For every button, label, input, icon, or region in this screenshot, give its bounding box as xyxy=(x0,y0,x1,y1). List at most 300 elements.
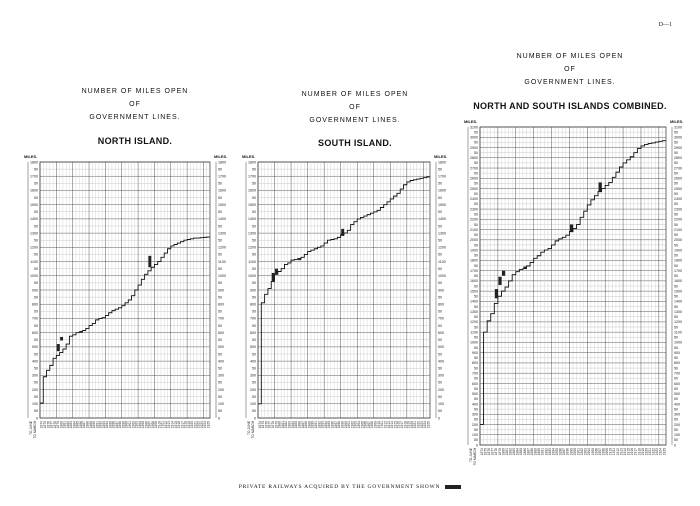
x-tick-label: 1895 xyxy=(555,448,560,456)
y-tick-label-right: 600 xyxy=(674,381,680,386)
x-tick-label: 1898 xyxy=(337,421,342,429)
y-tick-label-left: 800 xyxy=(32,302,38,307)
x-tick-label: 1919 xyxy=(406,421,411,429)
y-tick-label-left: 50 xyxy=(252,366,256,371)
data-point xyxy=(528,266,529,267)
y-tick-label-left: 400 xyxy=(472,402,478,407)
data-point xyxy=(296,259,297,260)
y-tick-label-right: 1000 xyxy=(218,274,226,279)
y-tick-label-right: 50 xyxy=(674,325,678,330)
y-tick-label-left: 1300 xyxy=(248,231,256,236)
y-tick-label-right: 50 xyxy=(438,323,442,328)
y-tick-label-right: 1800 xyxy=(438,160,446,165)
data-point xyxy=(362,217,363,218)
data-point xyxy=(54,358,55,359)
x-tick-label: 1913 xyxy=(167,421,172,429)
data-point xyxy=(192,238,193,239)
data-point xyxy=(378,210,379,211)
data-point xyxy=(650,143,651,144)
x-tick-label: 1880 xyxy=(277,421,282,429)
data-point xyxy=(510,281,511,282)
y-tick-label-right: 0 xyxy=(218,416,220,421)
data-point xyxy=(546,250,547,251)
y-tick-label-left: 50 xyxy=(474,212,478,217)
y-tick-label-left: 3100 xyxy=(470,125,478,130)
y-axis-label-left: MILES. xyxy=(24,154,38,159)
data-point xyxy=(107,315,108,316)
x-tick-label: 1879 xyxy=(497,448,502,456)
x-tick-label: 1924 xyxy=(658,448,663,456)
x-tick-label: 1874 xyxy=(479,448,484,456)
y-tick-label-left: 50 xyxy=(34,181,38,186)
y-tick-label-right: 500 xyxy=(438,345,444,350)
y-tick-label-right: 1600 xyxy=(218,188,226,193)
y-tick-label-right: 50 xyxy=(438,338,442,343)
data-point xyxy=(664,140,665,141)
y-axis-label-left: MILES. xyxy=(464,119,478,124)
x-tick-label: 1913 xyxy=(386,421,391,429)
y-tick-label-right: 50 xyxy=(674,191,678,196)
y-tick-label-right: 50 xyxy=(438,252,442,257)
y-tick-label-left: 1300 xyxy=(470,309,478,314)
y-tick-label-left: 50 xyxy=(252,295,256,300)
x-tick-label: 1907 xyxy=(366,421,371,429)
y-tick-label-left: 50 xyxy=(252,210,256,215)
y-tick-label-left: 50 xyxy=(474,130,478,135)
y-axis-label-right: MILES. xyxy=(434,154,448,159)
y-tick-label-left: 50 xyxy=(34,281,38,286)
y-tick-label-right: 50 xyxy=(438,181,442,186)
data-point xyxy=(259,403,260,404)
y-tick-label-right: 1300 xyxy=(218,231,226,236)
data-point xyxy=(269,288,270,289)
chart-subtitle-south: SOUTH ISLAND. xyxy=(318,138,392,148)
acquired-railway-bar xyxy=(60,337,63,341)
x-tick-label: 1894 xyxy=(551,448,556,456)
y-tick-label-right: 50 xyxy=(674,253,678,258)
y-tick-label-left: 1600 xyxy=(30,188,38,193)
y-tick-label-left: 1800 xyxy=(470,258,478,263)
x-tick-label: 1921 xyxy=(413,421,418,429)
data-point xyxy=(352,224,353,225)
data-point xyxy=(332,239,333,240)
data-point xyxy=(585,211,586,212)
y-tick-label-left: 1800 xyxy=(248,160,256,165)
data-point xyxy=(113,310,114,311)
y-tick-label-right: 3100 xyxy=(674,125,682,130)
data-point xyxy=(208,237,209,238)
y-tick-label-left: 50 xyxy=(474,315,478,320)
y-tick-label-right: 50 xyxy=(674,284,678,289)
data-point xyxy=(292,260,293,261)
y-tick-label-right: 3000 xyxy=(674,135,682,140)
data-point xyxy=(635,152,636,153)
x-tick-label: 1881 xyxy=(62,421,67,429)
y-tick-label-left: 50 xyxy=(34,380,38,385)
data-point xyxy=(425,177,426,178)
y-tick-label-right: 50 xyxy=(218,409,222,414)
y-tick-label-right: 2700 xyxy=(674,166,682,171)
x-tick-label: 1923 xyxy=(419,421,424,429)
y-tick-label-left: 100 xyxy=(472,433,478,438)
data-point xyxy=(506,287,507,288)
y-tick-label-right: 50 xyxy=(438,394,442,399)
data-point xyxy=(345,233,346,234)
y-tick-label-left: 50 xyxy=(34,338,38,343)
x-tick-label: 1919 xyxy=(640,448,645,456)
x-tick-label: 1885 xyxy=(294,421,299,429)
x-tick-label: 1882 xyxy=(65,421,70,429)
x-tick-label: 1916 xyxy=(630,448,635,456)
y-tick-label-left: 800 xyxy=(250,302,256,307)
y-tick-label-left: 200 xyxy=(32,387,38,392)
y-tick-label-left: 1900 xyxy=(470,248,478,253)
data-point xyxy=(149,270,150,271)
acquired-railway-bar xyxy=(275,269,278,275)
y-tick-label-left: 200 xyxy=(250,387,256,392)
y-tick-label-left: 50 xyxy=(34,252,38,257)
acquired-railway-bar xyxy=(80,331,83,333)
y-tick-label-right: 50 xyxy=(438,352,442,357)
y-tick-label-left: 50 xyxy=(474,386,478,391)
x-tick-label: 1875 xyxy=(483,448,488,456)
data-point xyxy=(94,323,95,324)
y-tick-label-right: 50 xyxy=(674,356,678,361)
x-tick-label: 1911 xyxy=(160,421,165,429)
x-tick-label: 1908 xyxy=(370,421,375,429)
y-tick-label-left: 0 xyxy=(36,416,38,421)
y-tick-label-left: 50 xyxy=(474,171,478,176)
data-point xyxy=(139,285,140,286)
y-tick-label-right: 50 xyxy=(218,210,222,215)
y-tick-label-right: 600 xyxy=(438,330,444,335)
y-tick-label-right: 1600 xyxy=(674,279,682,284)
y-tick-label-left: 50 xyxy=(34,167,38,172)
x-tick-label: 1902 xyxy=(350,421,355,429)
x-tick-label: 1912 xyxy=(383,421,388,429)
data-point xyxy=(282,268,283,269)
x-tick-label: 1920 xyxy=(409,421,414,429)
data-point xyxy=(578,224,579,225)
x-tick-label: 1911 xyxy=(380,421,385,429)
data-point xyxy=(188,239,189,240)
x-tick-label: 1884 xyxy=(515,448,520,456)
y-tick-label-right: 50 xyxy=(674,263,678,268)
y-tick-label-left: 1600 xyxy=(470,279,478,284)
x-tick-label: 1903 xyxy=(583,448,588,456)
y-tick-label-left: 1700 xyxy=(30,174,38,179)
data-point xyxy=(185,240,186,241)
y-tick-label-right: 1900 xyxy=(674,248,682,253)
y-tick-label-left: 400 xyxy=(32,359,38,364)
x-tick-label: 1911 xyxy=(612,448,617,456)
y-tick-label-left: 50 xyxy=(252,323,256,328)
y-tick-label-left: 2500 xyxy=(470,186,478,191)
y-tick-label-right: 50 xyxy=(438,281,442,286)
x-tick-label: 1906 xyxy=(363,421,368,429)
data-point xyxy=(405,184,406,185)
acquired-railway-bar xyxy=(57,344,60,351)
data-point xyxy=(560,238,561,239)
x-tick-label: 1923 xyxy=(655,448,660,456)
y-tick-label-right: 50 xyxy=(674,181,678,186)
data-point xyxy=(110,312,111,313)
y-tick-label-left: 300 xyxy=(32,373,38,378)
x-tick-label: 1904 xyxy=(356,421,361,429)
data-point xyxy=(195,238,196,239)
y-tick-label-left: 900 xyxy=(472,350,478,355)
data-point xyxy=(392,199,393,200)
y-tick-label-left: 1800 xyxy=(30,160,38,165)
x-tick-label: 1915 xyxy=(393,421,398,429)
x-tick-label: 1913 xyxy=(619,448,624,456)
y-tick-label-right: 50 xyxy=(218,380,222,385)
y-tick-label-left: 1000 xyxy=(248,274,256,279)
y-tick-label-right: 800 xyxy=(438,302,444,307)
x-tick-label: 1881 xyxy=(504,448,509,456)
y-tick-label-left: 1400 xyxy=(248,217,256,222)
data-point xyxy=(496,303,497,304)
x-tick-label: 1891 xyxy=(313,421,318,429)
y-tick-label-left: 50 xyxy=(34,210,38,215)
x-tick-label: 1885 xyxy=(75,421,80,429)
y-tick-label-right: 50 xyxy=(218,266,222,271)
y-tick-label-right: 50 xyxy=(674,202,678,207)
y-tick-label-right: 1300 xyxy=(438,231,446,236)
y-tick-label-right: 50 xyxy=(438,366,442,371)
chart-combined xyxy=(456,115,692,500)
data-point xyxy=(402,189,403,190)
y-tick-label-left: 500 xyxy=(250,345,256,350)
chart-north-island xyxy=(22,150,232,470)
x-tick-label: 1887 xyxy=(82,421,87,429)
y-tick-label-right: 1300 xyxy=(674,309,682,314)
y-tick-label-right: 2300 xyxy=(674,207,682,212)
y-tick-label-left: 1500 xyxy=(248,202,256,207)
legend xyxy=(0,484,700,490)
y-tick-label-right: 50 xyxy=(438,266,442,271)
y-tick-label-left: 500 xyxy=(32,345,38,350)
y-tick-label-left: 50 xyxy=(34,295,38,300)
y-tick-label-left: 50 xyxy=(252,167,256,172)
data-point xyxy=(382,207,383,208)
y-tick-label-right: 50 xyxy=(218,352,222,357)
legend-swatch xyxy=(445,485,461,489)
data-point xyxy=(116,309,117,310)
x-tick-label: 1899 xyxy=(340,421,345,429)
x-tick-label: 1890 xyxy=(310,421,315,429)
x-tick-label: 1901 xyxy=(347,421,352,429)
y-tick-label-left: 200 xyxy=(472,422,478,427)
data-point xyxy=(589,205,590,206)
x-tick-label: 1877 xyxy=(490,448,495,456)
data-point xyxy=(349,230,350,231)
data-point xyxy=(539,255,540,256)
data-point xyxy=(67,344,68,345)
y-tick-label-right: 1800 xyxy=(674,258,682,263)
x-tick-label: 1912 xyxy=(163,421,168,429)
chart-subtitle-combined: NORTH AND SOUTH ISLANDS COMBINED. xyxy=(473,101,667,111)
y-tick-label-right: 50 xyxy=(438,195,442,200)
data-point xyxy=(286,264,287,265)
data-point xyxy=(660,141,661,142)
data-point xyxy=(84,330,85,331)
y-tick-label-right: 1600 xyxy=(438,188,446,193)
x-tick-label: 1890 xyxy=(537,448,542,456)
data-point xyxy=(77,332,78,333)
x-tick-label: 1899 xyxy=(569,448,574,456)
y-tick-label-left: 50 xyxy=(474,161,478,166)
y-tick-label-left: 50 xyxy=(474,407,478,412)
x-tick-label: 1884 xyxy=(290,421,295,429)
data-point xyxy=(87,328,88,329)
x-tick-label: 1919 xyxy=(186,421,191,429)
x-tick-label: 1888 xyxy=(529,448,534,456)
y-tick-label-left: 1000 xyxy=(30,274,38,279)
x-tick-label: 1917 xyxy=(180,421,185,429)
x-tick-label: 1910 xyxy=(608,448,613,456)
y-tick-label-left: 1500 xyxy=(30,202,38,207)
data-point xyxy=(51,365,52,366)
y-tick-label-left: 0 xyxy=(254,416,256,421)
y-tick-label-right: 50 xyxy=(674,294,678,299)
x-tick-label: 1902 xyxy=(131,421,136,429)
y-tick-label-left: 50 xyxy=(34,323,38,328)
x-tick-label: 1888 xyxy=(304,421,309,429)
y-tick-label-right: 2500 xyxy=(674,186,682,191)
data-point xyxy=(532,262,533,263)
data-point xyxy=(309,251,310,252)
y-tick-label-right: 200 xyxy=(674,422,680,427)
y-tick-label-right: 1500 xyxy=(674,289,682,294)
y-tick-label-left: 50 xyxy=(34,409,38,414)
x-tick-label: 1905 xyxy=(360,421,365,429)
x-tick-label: 1908 xyxy=(601,448,606,456)
y-tick-label-right: 2800 xyxy=(674,156,682,161)
y-tick-label-left: 1000 xyxy=(470,340,478,345)
y-tick-label-left: 50 xyxy=(474,263,478,268)
y-tick-label-right: 50 xyxy=(218,252,222,257)
y-tick-label-left: 50 xyxy=(252,266,256,271)
data-point xyxy=(375,211,376,212)
x-tick-label: 1892 xyxy=(98,421,103,429)
y-tick-label-right: 1400 xyxy=(438,217,446,222)
y-tick-label-right: 50 xyxy=(674,438,678,443)
x-tick-label: 1912 xyxy=(615,448,620,456)
x-tick-label: 1897 xyxy=(114,421,119,429)
y-tick-label-right: 400 xyxy=(674,402,680,407)
x-tick-label: 1893 xyxy=(320,421,325,429)
y-tick-label-right: 50 xyxy=(674,397,678,402)
x-tick-label: 1883 xyxy=(287,421,292,429)
x-tick-label: 1884 xyxy=(72,421,77,429)
data-point xyxy=(322,246,323,247)
y-tick-label-right: 1500 xyxy=(438,202,446,207)
y-tick-label-left: 50 xyxy=(252,309,256,314)
y-tick-label-right: 1100 xyxy=(438,259,446,264)
x-tick-label: 1900 xyxy=(343,421,348,429)
x-tick-label: 1877 xyxy=(49,421,54,429)
data-point xyxy=(100,318,101,319)
y-tick-label-right: 300 xyxy=(218,373,224,378)
x-tick-label: 1899 xyxy=(121,421,126,429)
data-point xyxy=(162,257,163,258)
y-tick-label-right: 1400 xyxy=(218,217,226,222)
y-tick-label-left: 50 xyxy=(252,409,256,414)
x-tick-label: 1894 xyxy=(323,421,328,429)
y-tick-label-left: 50 xyxy=(252,352,256,357)
y-tick-label-right: 900 xyxy=(218,288,224,293)
x-tick-label: 1896 xyxy=(330,421,335,429)
y-tick-label-right: 50 xyxy=(674,150,678,155)
data-point xyxy=(365,216,366,217)
x-tick-label: 1891 xyxy=(540,448,545,456)
y-tick-label-right: 300 xyxy=(438,373,444,378)
y-tick-label-right: 2100 xyxy=(674,227,682,232)
y-tick-label-right: 50 xyxy=(218,295,222,300)
x-tick-label: 1889 xyxy=(88,421,93,429)
data-point xyxy=(492,313,493,314)
x-tick-label: 1878 xyxy=(494,448,499,456)
chart-title-north: NUMBER OF MILES OPEN OF GOVERNMENT LINES. xyxy=(81,88,189,121)
legend-text: PRIVATE RAILWAYS ACQUIRED BY THE GOVERNMENT SHOWN xyxy=(238,484,441,490)
x-tick-label: 1883 xyxy=(69,421,74,429)
y-tick-label-left: 50 xyxy=(252,238,256,243)
y-tick-label-left: 50 xyxy=(474,274,478,279)
data-point xyxy=(103,317,104,318)
y-tick-label-right: 1700 xyxy=(674,268,682,273)
data-point xyxy=(201,237,202,238)
y-tick-label-left: 50 xyxy=(474,191,478,196)
x-tick-label: 1897 xyxy=(562,448,567,456)
x-tick-label: 1917 xyxy=(399,421,404,429)
y-tick-label-left: 50 xyxy=(474,233,478,238)
x-tick-label: 1883 xyxy=(512,448,517,456)
y-tick-label-right: 50 xyxy=(218,224,222,229)
y-tick-label-right: 2000 xyxy=(674,238,682,243)
x-tick-label: 1925 xyxy=(206,421,211,429)
x-tick-label: 1909 xyxy=(605,448,610,456)
y-tick-label-right: 50 xyxy=(674,345,678,350)
y-tick-label-left: 50 xyxy=(474,304,478,309)
y-tick-label-right: 600 xyxy=(218,330,224,335)
y-tick-label-right: 1000 xyxy=(438,274,446,279)
data-point xyxy=(179,243,180,244)
x-start-label: TO MARCH xyxy=(251,421,255,439)
data-point xyxy=(169,248,170,249)
data-point xyxy=(120,307,121,308)
data-point xyxy=(428,177,429,178)
y-tick-label-right: 50 xyxy=(438,380,442,385)
x-tick-label: 1890 xyxy=(92,421,97,429)
data-point xyxy=(159,261,160,262)
y-tick-label-left: 2300 xyxy=(470,207,478,212)
data-point xyxy=(97,320,98,321)
y-tick-label-left: 2900 xyxy=(470,145,478,150)
x-tick-label: 1921 xyxy=(648,448,653,456)
y-tick-label-left: 50 xyxy=(474,294,478,299)
y-tick-label-right: 50 xyxy=(674,315,678,320)
y-tick-label-left: 1700 xyxy=(470,268,478,273)
x-tick-label: 1886 xyxy=(522,448,527,456)
y-tick-label-left: 50 xyxy=(34,309,38,314)
y-tick-label-right: 50 xyxy=(218,181,222,186)
data-point xyxy=(503,291,504,292)
y-tick-label-left: 50 xyxy=(34,366,38,371)
y-tick-label-left: 50 xyxy=(252,380,256,385)
data-point xyxy=(639,148,640,149)
x-tick-label: 1876 xyxy=(487,448,492,456)
